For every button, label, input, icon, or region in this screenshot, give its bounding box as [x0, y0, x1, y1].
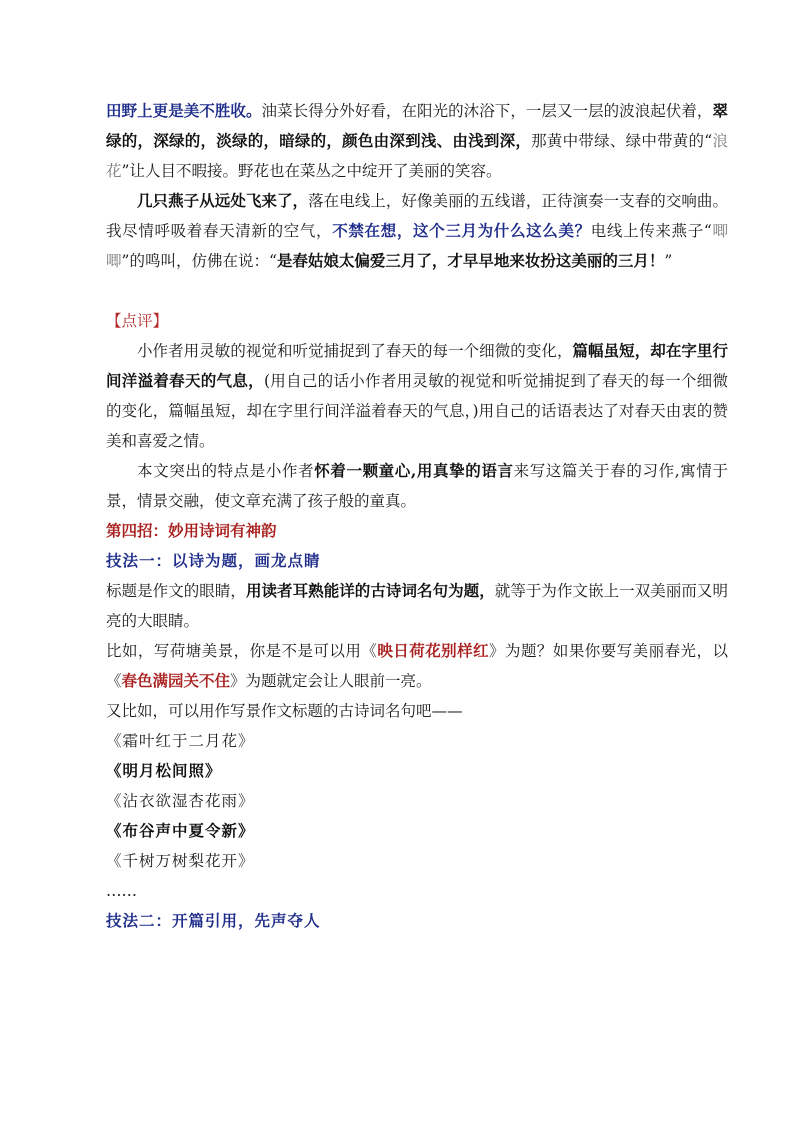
gray-text: 花 [106, 162, 122, 180]
body-text: ”让人目不暇接。野花也在菜丛之中绽开了美丽的笑容。 [121, 162, 502, 180]
poem-title: 《明月松间照》 [106, 761, 222, 780]
poem-title: 《千树万树梨花开》 [106, 852, 255, 870]
technique-heading: 技法一：以诗为题，画龙点睛 [106, 551, 321, 570]
body-text: ” [664, 252, 673, 270]
review-heading: 【点评】 [106, 312, 169, 330]
body-text: 那黄中带绿、绿中带黄的“ [531, 132, 713, 150]
body-text: 比如，写荷塘美景，你是不是可以用《 [106, 642, 378, 660]
poem-title: 《沾衣欲湿杏花雨》 [106, 792, 255, 810]
paragraph-swallows [106, 186, 728, 276]
body-text: 来写这篇关于春的习作,寓情于景，情景交融，使文章充满了孩子般的童真。 [106, 462, 728, 510]
poem-title-item [106, 726, 728, 756]
poem-title-item [106, 816, 728, 846]
gray-text: 浪 [712, 132, 728, 150]
bold-text: 篇幅虽短，却在字里行间洋溢着春天的气息， [106, 341, 728, 390]
poem-title-item [106, 846, 728, 876]
body-text: 油菜长得分外好看，在阳光的沐浴下，一层又一层的波浪起伏着， [261, 102, 713, 120]
highlight-text: 田野上更是美不胜收。 [106, 101, 262, 120]
poem-title: 《布谷声中夏令新》 [106, 821, 255, 840]
body-text: 落在电线上，好像美丽的五线谱，正待演奏一支春的交响曲。我尽情呼吸着春天清新的空气， [106, 192, 728, 240]
technique-2-title [106, 906, 728, 936]
gray-text: 唧唧 [106, 222, 728, 270]
body-text: (用自己的话小作者用灵敏的视觉和听觉捕捉到了春天的每一个细微的变化，篇幅虽短，却在字里行间洋溢着春天的气息，)用自己的话语表达了对春天由衷的赞美和喜爱之情。 [106, 372, 728, 450]
body-text: 电线上传来燕子“ [590, 222, 712, 240]
poem-title-highlight: 映日荷花别样红 [377, 641, 490, 660]
review-paragraph-2 [106, 456, 728, 516]
body-text: 就等于为作文嵌上一双美丽而又明亮的大眼睛。 [106, 582, 728, 630]
body-text: 又比如，可以用作写景作文标题的古诗词名句吧—— [106, 702, 463, 720]
document-content [106, 96, 728, 936]
poem-title-item [106, 756, 728, 786]
technique-1-title [106, 546, 728, 576]
paragraph-field-scene [106, 96, 728, 186]
poem-title-highlight: 春色满园关不住 [121, 671, 231, 690]
example-paragraph-1 [106, 636, 728, 696]
spacer [106, 276, 728, 306]
technique-heading: 技法二：开篇引用，先声夺人 [106, 911, 321, 930]
body-text: 本文突出的特点是小作者 [137, 462, 315, 480]
poem-title-item [106, 786, 728, 816]
example-paragraph-2 [106, 696, 728, 726]
bold-text: 几只燕子从远处飞来了， [137, 191, 309, 210]
bold-text: 翠绿的，深绿的，淡绿的，暗绿的，颜色由深到浅、由浅到深， [106, 101, 728, 150]
ellipsis-line [106, 876, 728, 906]
highlight-text: 不禁在想，这个三月为什么这么美？ [332, 221, 591, 240]
bold-text: 是春姑娘太偏爱三月了，才早早地来妆扮这美丽的三月！ [276, 251, 665, 270]
bold-text: 怀着一颗童心,用真挚的语言 [314, 461, 514, 480]
body-text: ”的鸣叫，仿佛在说：“ [121, 252, 277, 270]
body-text: 》为题？如果你要写美丽春光，以《 [106, 642, 728, 690]
technique-1-paragraph [106, 576, 728, 636]
review-paragraph-1 [106, 336, 728, 456]
ellipsis: …… [106, 882, 137, 900]
body-text: 小作者用灵敏的视觉和听觉捕捉到了春天的每一个细微的变化， [137, 342, 573, 360]
bold-text: 用读者耳熟能详的古诗词名句为题， [245, 581, 495, 600]
section-heading: 第四招：妙用诗词有神韵 [106, 521, 277, 540]
body-text: 标题是作文的眼睛， [106, 582, 246, 600]
poem-title: 《霜叶红于二月花》 [106, 732, 255, 750]
review-title [106, 306, 728, 336]
section-title [106, 516, 728, 546]
body-text: 》为题就定会让人眼前一亮。 [230, 672, 432, 690]
